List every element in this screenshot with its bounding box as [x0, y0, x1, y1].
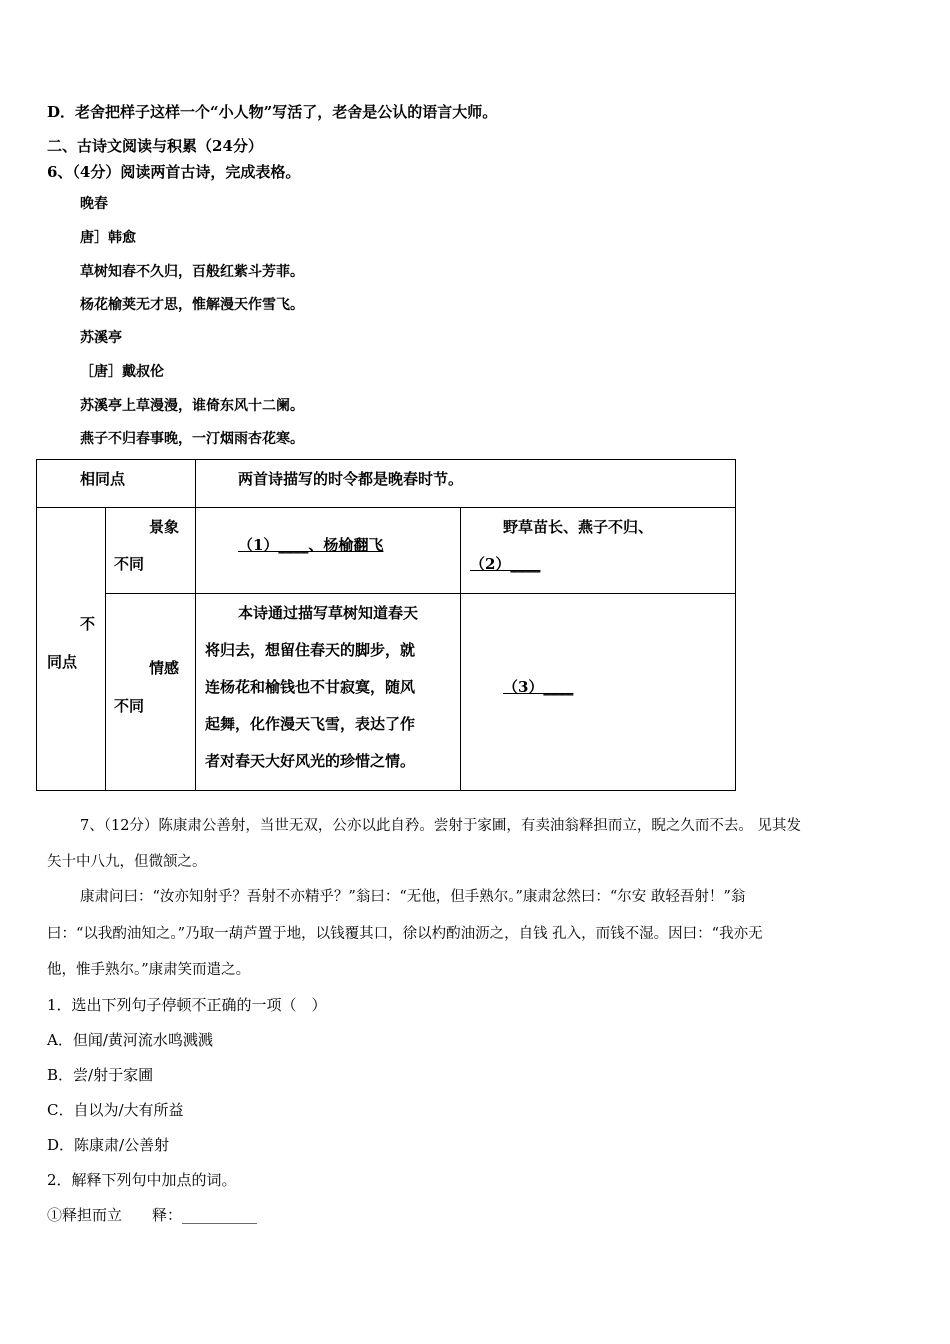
poem2-line: 苏溪亭上草漫漫，谁倚东风十二阑。: [80, 398, 304, 414]
q7-option-c: C．自以为/大有所益: [47, 1101, 184, 1119]
same-label: 相同点: [80, 470, 126, 488]
q7-passage-line: 7、（12分）陈康肃公善射，当世无双，公亦以此自矜。尝射于家圃，有卖油翁释担而立，睨之久而不去。 见其发: [80, 818, 802, 834]
scene-label-2: 不同: [114, 555, 145, 573]
emotion-poem1-line: 者对春天大好风光的珍惜之情。: [205, 752, 416, 770]
same-label-cell: [37, 460, 196, 508]
scene-poem2-cell: [461, 508, 736, 594]
q7-passage-line: 他，惟手熟尔。”康肃笑而遣之。: [47, 962, 251, 978]
poem1-author: 唐］韩愈: [80, 230, 136, 246]
emotion-poem1-line: 将归去，想留住春天的脚步，就: [205, 641, 416, 659]
q7-option-a: A．但闻/黄河流水鸣溅溅: [47, 1031, 213, 1049]
q7-passage-line: 康肃问曰：“汝亦知射乎？吾射不亦精乎？”翁曰：“无他，但手熟尔。”康肃忿然曰：“尔安 敢轻吾射！”翁: [80, 889, 746, 905]
poem1-line: 杨花榆荚无才思，惟解漫天作雪飞。: [80, 297, 304, 313]
scene-label-cell: [106, 508, 196, 594]
same-text: 两首诗描写的时令都是晚春时节。: [238, 470, 464, 488]
comparison-table: [36, 459, 736, 791]
diff-label-2: 同点: [47, 653, 78, 671]
scene-poem2-line1: 野草苗长、燕子不归、: [503, 518, 654, 536]
emotion-poem1-cell: [196, 594, 461, 791]
emotion-label-cell: [106, 594, 196, 791]
q7-option-d: D．陈康肃/公善射: [47, 1136, 170, 1154]
q7-passage-line: 矢十中八九，但微颔之。: [47, 854, 207, 870]
emotion-poem1-line: 起舞，化作漫天飞雪，表达了作: [205, 715, 416, 733]
diff-label-cell: [37, 508, 106, 791]
diff-label-1: 不: [80, 615, 96, 633]
poem2-author: ［唐］戴叔伦: [80, 364, 164, 380]
poem2-line: 燕子不归春事晚，一汀烟雨杏花寒。: [80, 431, 304, 447]
q6-stem: 6、（4分）阅读两首古诗，完成表格。: [47, 163, 301, 181]
emotion-poem2-cell: [461, 594, 736, 791]
scene-label-1: 景象: [149, 518, 180, 536]
emotion-poem2-answer: （3）____: [503, 678, 574, 696]
poem1-line: 草树知春不久归，百般红紫斗芳菲。: [80, 264, 304, 280]
q7-sub2-item1: ①释担而立 释：__________: [47, 1206, 258, 1224]
q5-option-d: D．老舍把样子这样一个“小人物”写活了，老舍是公认的语言大师。: [47, 103, 498, 121]
emotion-poem1-line: 本诗通过描写草树知道春天: [238, 604, 419, 622]
same-text-cell: [196, 460, 736, 508]
q7-option-b: B．尝/射于家圃: [47, 1066, 154, 1084]
scene-poem2-answer: （2）____: [470, 555, 541, 573]
section2-heading: 二、古诗文阅读与积累（24分）: [47, 137, 263, 155]
scene-poem1-cell: [196, 508, 461, 594]
emotion-label-1: 情感: [149, 659, 180, 677]
scene-poem1-answer: （1）____、杨榆翻飞: [238, 536, 384, 554]
q7-passage-line: 曰：“以我酌油知之。”乃取一葫芦置于地，以钱覆其口，徐以杓酌油沥之，自钱 孔入，而钱不湿。因曰：“我亦无: [47, 926, 763, 942]
emotion-poem1-line: 连杨花和榆钱也不甘寂寞，随风: [205, 678, 416, 696]
q7-sub2-stem: 2．解释下列句中加点的词。: [47, 1171, 237, 1189]
poem2-title: 苏溪亭: [80, 330, 122, 346]
poem1-title: 晚春: [80, 196, 108, 212]
q7-sub1-stem: 1．选出下列句子停顿不正确的一项（ ）: [47, 996, 327, 1014]
emotion-label-2: 不同: [114, 697, 145, 715]
